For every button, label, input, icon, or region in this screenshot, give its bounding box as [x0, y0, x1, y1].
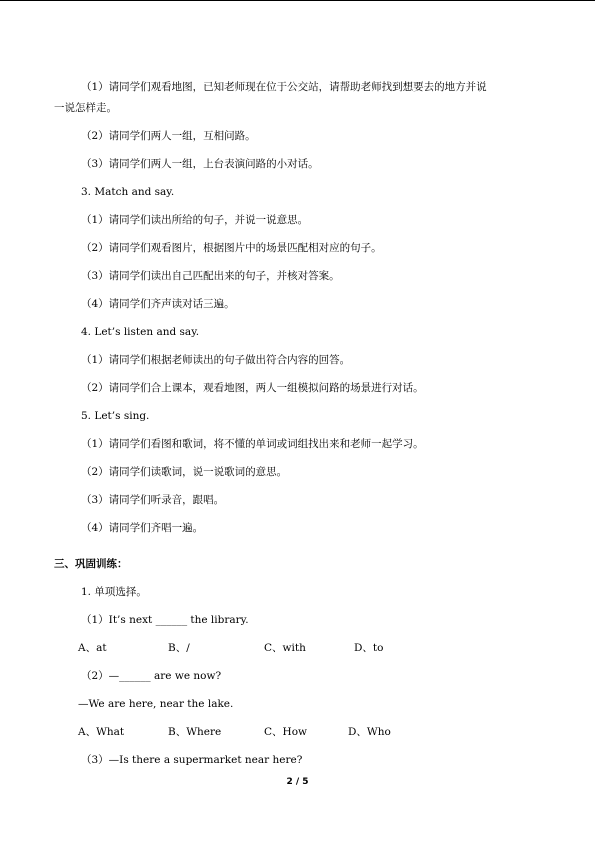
instruction-line: （1）请同学们读出所给的句子，并说一说意思。	[81, 214, 309, 226]
option-b: B、/	[168, 642, 190, 654]
option-a: A、at	[78, 642, 107, 654]
option-a: A、What	[78, 726, 125, 738]
exercise-title: 1. 单项选择。	[81, 586, 147, 598]
instruction-line: （4）请同学们齐声读对话三遍。	[81, 298, 235, 310]
instruction-line: （3）请同学们读出自己匹配出来的句子，并核对答案。	[81, 270, 340, 282]
option-d: D、to	[354, 642, 384, 654]
instruction-line: （1）请同学们根据老师读出的句子做出符合内容的回答。	[81, 354, 351, 366]
instruction-line: （1）请同学们观看地图，已知老师现在位于公交站，请帮助老师找到想要去的地方并说	[81, 81, 487, 93]
instruction-line: （1）请同学们看图和歌词，将不懂的单词或词组找出来和老师一起学习。	[81, 438, 424, 450]
activity-heading: 5. Let’s sing.	[81, 410, 150, 422]
option-c: C、How	[264, 726, 307, 738]
question-2: （2）—______ are we now?	[81, 670, 222, 682]
instruction-line: （2）请同学们两人一组，互相问路。	[81, 130, 256, 142]
activity-heading: 4. Let’s listen and say.	[81, 326, 200, 338]
instruction-line: （2）请同学们合上课本，观看地图，两人一组模拟问路的场景进行对话。	[81, 382, 424, 394]
instruction-line: （3）请同学们听录音，跟唱。	[81, 494, 225, 506]
option-c: C、with	[264, 642, 306, 654]
question-1: （1）It’s next ______ the library.	[81, 614, 249, 626]
option-b: B、Where	[168, 726, 222, 738]
instruction-line: （2）请同学们读歌词，说一说歌词的意思。	[81, 466, 288, 478]
question-3: （3）—Is there a supermarket near here?	[81, 754, 303, 766]
section-heading: 三、巩固训练：	[54, 558, 128, 570]
question-2-answer: —We are here, near the lake.	[78, 698, 234, 710]
page-number: 2 / 5	[286, 777, 309, 787]
page-top-border	[0, 0, 595, 1]
instruction-line: （3）请同学们两人一组，上台表演问路的小对话。	[81, 158, 319, 170]
option-d: D、Who	[348, 726, 391, 738]
activity-heading: 3. Match and say.	[81, 186, 175, 198]
instruction-line: 一说怎样走。	[54, 102, 117, 114]
instruction-line: （2）请同学们观看图片，根据图片中的场景匹配相对应的句子。	[81, 242, 382, 254]
instruction-line: （4）请同学们齐唱一遍。	[81, 522, 204, 534]
